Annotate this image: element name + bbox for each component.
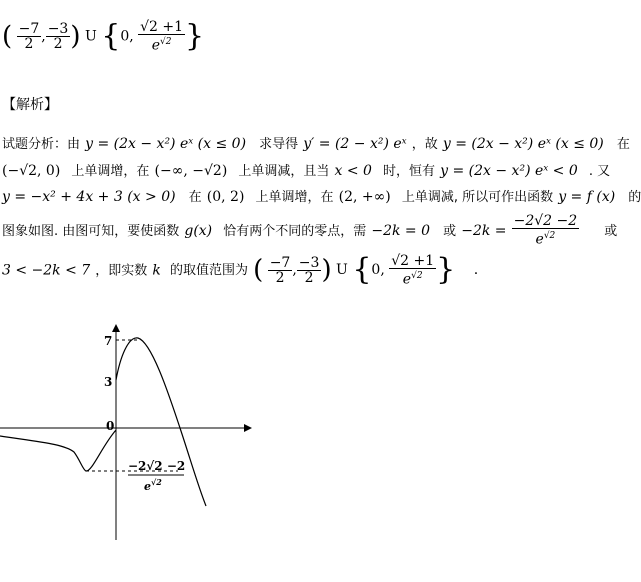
analysis-line-4: 图象如图. 由图可知，要使函数 g(x) 恰有两个不同的零点，需 −2k = 0 或 −2k = $\frac{-2√2 -2}{e^{√2}}$ 或: [2, 213, 618, 248]
min-value-numerator: −2√2 −2: [128, 459, 186, 473]
zero-value: 0,: [120, 28, 134, 45]
top-answer: ( $\frac{-7}{2}$ , $\frac{-3}{2}$ ) U {0, $\frac{√2 +1}{e^{√2}}$ }: [2, 18, 205, 54]
fraction-neg-3-over-2: $\frac{-3}{2}$: [47, 20, 69, 52]
section-label: 【解析】: [2, 97, 58, 113]
y-axis-arrow: [112, 324, 120, 332]
fraction-sqrt2-plus-1: $\frac{√2 +1}{e^{√2}}$: [140, 19, 184, 54]
fraction-min-value: $\frac{-2√2 -2}{e^{√2}}$: [513, 213, 578, 248]
range-fraction-neg-3-over-2: $\frac{-3}{2}$: [298, 254, 320, 286]
analysis-line-3: y = −x² + 4x + 3 (x > 0) 在 (0, 2) 上单调增，在 (2, +∞) 上单调减, 所以可作出函数 y = f (x) 的: [2, 189, 641, 205]
analysis-line-5: 3 < −2k < 7 ，即实数 k 的取值范围为 ( $\frac{-7}{2}$ , $\frac{-3}{2}$ ) U {0, $\frac{√2 +1}{e^{√2}}$ } .: [2, 252, 479, 288]
x-axis-arrow: [244, 424, 252, 432]
y-tick-3: 3: [104, 375, 113, 389]
fraction-neg-7-over-2: $\frac{-7}{2}$: [18, 20, 40, 52]
curve-left-branch: [0, 430, 116, 471]
function-graph: [0, 318, 270, 548]
union-symbol: U: [84, 28, 97, 45]
range-fraction-neg-7-over-2: $\frac{-7}{2}$: [269, 254, 291, 286]
range-fraction-sqrt2-plus-1: $\frac{√2 +1}{e^{√2}}$: [391, 253, 435, 288]
y-tick-7: 7: [104, 334, 113, 348]
min-value-denominator: $e^{√2}$: [144, 477, 162, 493]
analysis-line-2: (−√2, 0) 上单调增，在 (−∞, −√2) 上单调减，且当 x < 0 时，恒有 y = (2x − x²) eˣ < 0 . 又: [2, 163, 611, 179]
analysis-line-1: 试题分析：由 y = (2x − x²) eˣ (x ≤ 0) 求导得 y′ = (2 − x²) eˣ ，故 y = (2x − x²) eˣ (x ≤ 0) 在: [2, 136, 630, 152]
origin-label: 0: [106, 419, 115, 433]
